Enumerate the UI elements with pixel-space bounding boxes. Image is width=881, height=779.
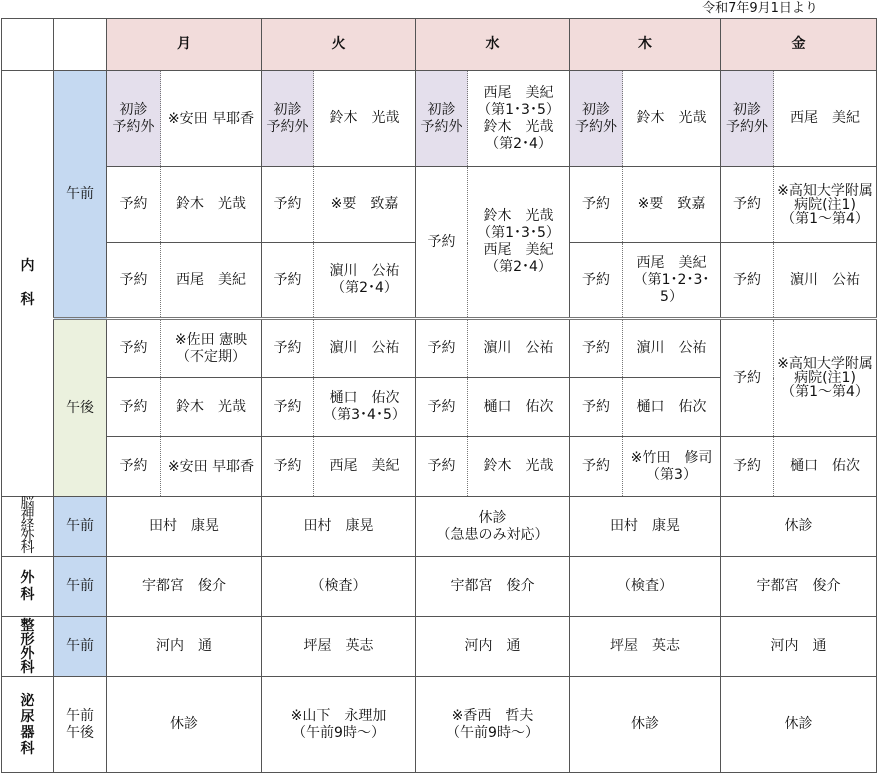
doctor-cell: ※要 致嘉	[623, 167, 721, 243]
doctor-cell: 樋口 佑次	[468, 378, 570, 437]
corner-cell-time	[54, 19, 107, 71]
orthopedics-row	[2, 617, 877, 677]
first-visit-label-tue: 初診 予約外	[262, 71, 314, 167]
header-row	[2, 19, 877, 71]
reservation-label: 予約	[416, 378, 468, 437]
doctor-cell: 樋口 佑次 （第3･4･5）	[314, 378, 416, 437]
doctor-cell: 宇都宮 俊介	[107, 557, 262, 617]
effective-date: 令和7年9月1日より	[702, 1, 818, 16]
reservation-label: 予約	[107, 243, 161, 319]
first-visit-label-fri: 初診 予約外	[721, 71, 774, 167]
reservation-label: 予約	[721, 437, 774, 497]
internal-am-row-2	[2, 167, 877, 243]
doctor-cell: 鈴木 光哉	[161, 378, 262, 437]
doctor-cell: 西尾 美紀	[774, 71, 877, 167]
time-pm-internal: 午後	[54, 319, 107, 497]
doctor-cell: 田村 康晃	[570, 497, 721, 557]
reservation-label: 予約	[107, 378, 161, 437]
reservation-label: 予約	[570, 378, 623, 437]
doctor-cell: 河内 通	[107, 617, 262, 677]
reservation-label: 予約	[262, 378, 314, 437]
corner-cell-dept	[2, 19, 54, 71]
doctor-cell: 鈴木 光哉	[468, 437, 570, 497]
reservation-label: 予約	[262, 319, 314, 378]
reservation-label: 予約	[416, 437, 468, 497]
doctor-cell: 樋口 佑次	[774, 437, 877, 497]
doctor-cell: ※安田 早耶香	[161, 71, 262, 167]
doctor-cell: 休診	[721, 497, 877, 557]
doctor-cell: ※安田 早耶香	[161, 437, 262, 497]
doctor-cell: 濵川 公祐	[468, 319, 570, 378]
doctor-cell: 休診 （急患のみ対応）	[416, 497, 570, 557]
day-header-fri: 金	[721, 19, 877, 71]
doctor-cell: 宇都宮 俊介	[416, 557, 570, 617]
reservation-label: 予約	[570, 437, 623, 497]
reservation-label: 予約	[721, 319, 774, 437]
urology-row	[2, 677, 877, 773]
doctor-cell: 濵川 公祐	[314, 319, 416, 378]
doctor-cell: 鈴木 光哉	[161, 167, 262, 243]
doctor-cell: 西尾 美紀 （第1･3･5） 鈴木 光哉 （第2･4）	[468, 71, 570, 167]
doctor-cell: 宇都宮 俊介	[721, 557, 877, 617]
doctor-cell: 鈴木 光哉 （第1･3･5） 西尾 美紀 （第2･4）	[468, 167, 570, 319]
doctor-cell: 濵川 公祐	[774, 243, 877, 319]
first-visit-label-mon: 初診 予約外	[107, 71, 161, 167]
doctor-cell: 休診	[107, 677, 262, 773]
reservation-label: 予約	[107, 167, 161, 243]
internal-pm-row-3	[2, 437, 877, 497]
doctor-cell: （検査）	[570, 557, 721, 617]
first-visit-label-thu: 初診 予約外	[570, 71, 623, 167]
doctor-cell: 河内 通	[416, 617, 570, 677]
doctor-cell: 樋口 佑次	[623, 378, 721, 437]
day-header-tue: 火	[262, 19, 416, 71]
doctor-cell: 西尾 美紀	[314, 437, 416, 497]
day-header-wed: 水	[416, 19, 570, 71]
reservation-label: 予約	[262, 167, 314, 243]
doctor-cell: 鈴木 光哉	[623, 71, 721, 167]
doctor-cell: 坪屋 英志	[262, 617, 416, 677]
reservation-label: 予約	[262, 437, 314, 497]
dept-surgery: 外 科	[2, 557, 54, 617]
doctor-cell: ※香西 哲夫 （午前9時～）	[416, 677, 570, 773]
reservation-label: 予約	[416, 167, 468, 319]
doctor-cell: 田村 康晃	[262, 497, 416, 557]
doctor-cell: ※要 致嘉	[314, 167, 416, 243]
doctor-cell: 濵川 公祐 （第2･4）	[314, 243, 416, 319]
doctor-cell: 田村 康晃	[107, 497, 262, 557]
doctor-cell: 休診	[721, 677, 877, 773]
reservation-label: 予約	[570, 243, 623, 319]
reservation-label: 予約	[262, 243, 314, 319]
doctor-cell: ※高知大学附属 病院(注1) （第1～第4）	[774, 319, 877, 437]
doctor-cell: 西尾 美紀 （第1･2･3･ 5）	[623, 243, 721, 319]
dept-urology: 泌 尿 器 科	[2, 677, 54, 773]
doctor-cell: 河内 通	[721, 617, 877, 677]
dept-orthopedics: 整 形 外 科	[2, 617, 54, 677]
internal-pm-row-1	[2, 319, 877, 378]
internal-am-row-1	[2, 71, 877, 167]
time-am-pm-urology: 午前 午後	[54, 677, 107, 773]
day-header-mon: 月	[107, 19, 262, 71]
doctor-cell: ※高知大学附属 病院(注1) （第1～第4）	[774, 167, 877, 243]
doctor-cell: （検査）	[262, 557, 416, 617]
surgery-row	[2, 557, 877, 617]
doctor-cell: 濵川 公祐	[623, 319, 721, 378]
day-header-thu: 木	[570, 19, 721, 71]
dept-internal-medicine: 内 科	[2, 71, 54, 497]
time-am-internal: 午前	[54, 71, 107, 319]
doctor-cell: 西尾 美紀	[161, 243, 262, 319]
reservation-label: 予約	[721, 243, 774, 319]
reservation-label: 予約	[721, 167, 774, 243]
doctor-cell: 休診	[570, 677, 721, 773]
doctor-cell: 坪屋 英志	[570, 617, 721, 677]
outpatient-schedule-table	[1, 18, 877, 773]
neurosurgery-row	[2, 497, 877, 557]
doctor-cell: ※竹田 修司 （第3）	[623, 437, 721, 497]
reservation-label: 予約	[570, 319, 623, 378]
doctor-cell: 鈴木 光哉	[314, 71, 416, 167]
first-visit-label-wed: 初診 予約外	[416, 71, 468, 167]
reservation-label: 予約	[107, 319, 161, 378]
time-am-neuro: 午前	[54, 497, 107, 557]
reservation-label: 予約	[570, 167, 623, 243]
reservation-label: 予約	[107, 437, 161, 497]
doctor-cell: ※山下 永理加 （午前9時～）	[262, 677, 416, 773]
time-am-ortho: 午前	[54, 617, 107, 677]
reservation-label: 予約	[416, 319, 468, 378]
dept-neurosurgery: 脳 神 経 外 科	[2, 497, 54, 557]
doctor-cell: ※佐田 憲映 （不定期）	[161, 319, 262, 378]
time-am-surgery: 午前	[54, 557, 107, 617]
